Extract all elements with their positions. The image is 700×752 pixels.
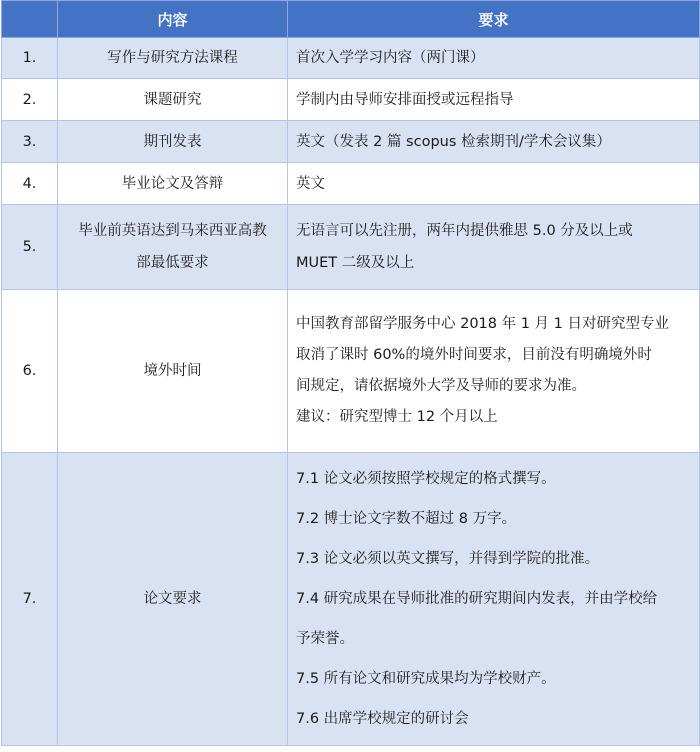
requirement-line: 7.4 研究成果在导师批准的研究期间内发表，并由学校给 xyxy=(296,591,658,607)
row-number: 5. xyxy=(2,205,58,290)
requirement-line: 间规定，请依据境外大学及导师的要求为准。 xyxy=(296,378,586,394)
item-line: 毕业前英语达到马来西亚高教 xyxy=(78,223,267,239)
requirement-line: 7.6 出席学校规定的研讨会 xyxy=(296,711,469,727)
requirement-line: 英文（发表 2 篇 scopus 检索期刊/学术会议集） xyxy=(296,133,611,150)
requirement-line: 学制内由导师安排面授或远程指导 xyxy=(296,91,514,108)
table-row xyxy=(2,79,700,121)
requirement-line: 予荣誉。 xyxy=(296,631,354,647)
item-line: 境外时间 xyxy=(143,363,202,379)
row-requirement xyxy=(288,121,700,163)
table-row xyxy=(2,163,700,205)
row-item xyxy=(58,79,288,121)
item-line: 毕业论文及答辩 xyxy=(121,175,224,192)
item-line: 论文要求 xyxy=(143,591,202,607)
row-item xyxy=(58,205,288,290)
row-number: 2. xyxy=(2,79,58,121)
table-row xyxy=(2,290,700,453)
header-requirement: 要求 xyxy=(288,1,700,38)
table-row xyxy=(2,453,700,746)
requirement-line: 首次入学学习内容（两门课） xyxy=(296,50,485,66)
item-line: 部最低要求 xyxy=(136,255,209,271)
table-row xyxy=(2,205,700,290)
header-item: 内容 xyxy=(58,1,288,38)
table-header-row xyxy=(2,1,700,38)
requirement-line: 7.2 博士论文字数不超过 8 万字。 xyxy=(296,511,517,527)
row-requirement xyxy=(288,205,700,290)
row-number: 1. xyxy=(2,38,58,79)
requirement-line: 中国教育部留学服务中心 2018 年 1 月 1 日对研究型专业 xyxy=(296,316,670,332)
row-number: 7. xyxy=(2,453,58,746)
row-item xyxy=(58,453,288,746)
item-line: 期刊发表 xyxy=(143,133,202,150)
requirement-line: 无语言可以先注册，两年内提供雅思 5.0 分及以上或 xyxy=(296,223,633,239)
row-requirement xyxy=(288,453,700,746)
row-requirement xyxy=(288,79,700,121)
requirement-line: 7.5 所有论文和研究成果均为学校财产。 xyxy=(296,671,556,687)
row-number: 4. xyxy=(2,163,58,205)
requirement-line: 7.3 论文必须以英文撰写，并得到学院的批准。 xyxy=(296,551,600,567)
item-line: 写作与研究方法课程 xyxy=(107,50,238,66)
requirement-line: 7.1 论文必须按照学校规定的格式撰写。 xyxy=(296,471,556,487)
row-item xyxy=(58,38,288,79)
row-number: 6. xyxy=(2,290,58,453)
table-row xyxy=(2,121,700,163)
row-requirement xyxy=(288,290,700,453)
row-requirement xyxy=(288,38,700,79)
requirement-line: MUET 二级及以上 xyxy=(296,255,415,271)
table-row xyxy=(2,38,700,79)
requirement-line: 英文 xyxy=(296,175,325,192)
item-line: 课题研究 xyxy=(143,91,202,108)
header-empty-cell xyxy=(2,1,58,38)
requirements-table xyxy=(1,0,700,746)
row-item xyxy=(58,290,288,453)
row-requirement xyxy=(288,163,700,205)
row-number: 3. xyxy=(2,121,58,163)
row-item xyxy=(58,121,288,163)
requirement-line: 建议：研究型博士 12 个月以上 xyxy=(296,409,498,425)
row-item xyxy=(58,163,288,205)
requirement-line: 取消了课时 60%的境外时间要求，目前没有明确境外时 xyxy=(296,347,652,363)
